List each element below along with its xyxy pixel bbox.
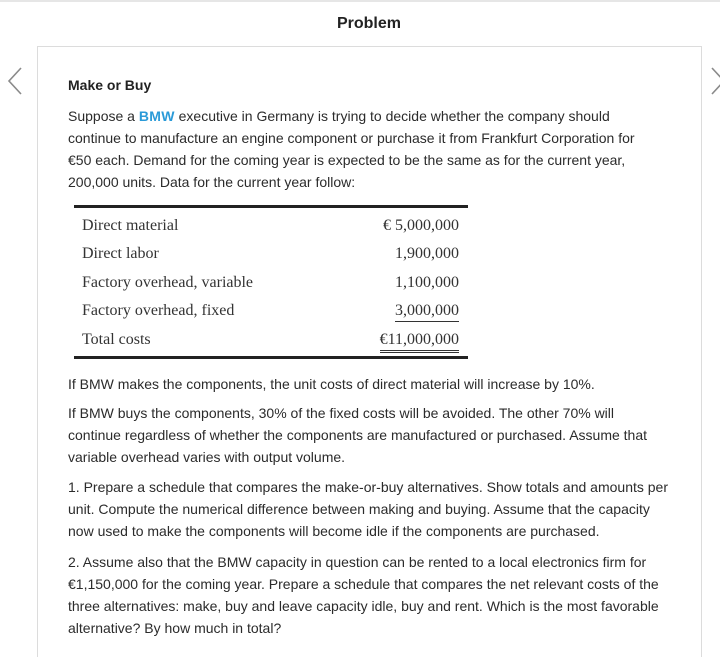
make-assumption-paragraph: If BMW makes the components, the unit costs of direct material will increase by 10%. <box>68 376 595 392</box>
row-amount: €11,000,000 <box>380 331 459 353</box>
row-label: Factory overhead, fixed <box>82 302 235 319</box>
table-row <box>82 302 462 328</box>
row-amount: 1,100,000 <box>395 274 459 291</box>
table-row <box>82 274 462 300</box>
row-amount: € 5,000,000 <box>383 217 459 234</box>
table-row-total <box>82 331 462 357</box>
question-2-paragraph: 2. Assume also that the BMW capacity in question can be rented to a local electronics firm for €1,150,000 for the coming year. Prepare a schedule that compares the net relevant costs of the three alternatives: make, buy and leave capacity idle, buy and rent. Which is the most favorable alternative? By how much in total? <box>68 554 659 636</box>
bmw-brand-link[interactable]: BMW <box>138 108 175 124</box>
row-label: Total costs <box>82 331 151 348</box>
row-label: Direct material <box>82 217 179 234</box>
table-top-rule <box>74 205 468 208</box>
chevron-right-icon <box>708 66 720 96</box>
top-divider <box>0 0 720 2</box>
intro-paragraph <box>68 105 658 193</box>
table-row <box>82 217 462 243</box>
row-label: Direct labor <box>82 245 159 262</box>
previous-button[interactable] <box>5 66 27 96</box>
table-bottom-rule <box>74 356 468 359</box>
question-1-paragraph: 1. Prepare a schedule that compares the make-or-buy alternatives. Show totals and amounts per unit. Compute the numerical difference between making and buying. Assume that the capacity now used to make the components will become idle if the components are purchased. <box>68 479 668 539</box>
row-amount: 1,900,000 <box>395 245 459 262</box>
intro-text-rest: executive in Germany is trying to decide whether the company should continue to manufacture an engine component or purchase it from Frankfurt Corporation for €50 each. Demand for the coming year is expected to be the same as for the current year, 200,000 units. Data for the current year follow: <box>68 108 635 190</box>
problem-heading: Make or Buy <box>68 77 152 93</box>
buy-assumption-paragraph: If BMW buys the components, 30% of the fixed costs will be avoided. The other 70% will continue regardless of whether the components are manufactured or purchased. Assume that variable overhead varies with output volume. <box>68 405 648 465</box>
row-amount: 3,000,000 <box>395 302 459 322</box>
intro-text-start: Suppose a <box>68 108 139 124</box>
problem-card <box>37 46 702 657</box>
page-title: Problem <box>336 15 401 32</box>
table-row <box>82 245 462 271</box>
row-label: Factory overhead, variable <box>82 274 254 291</box>
next-button[interactable] <box>708 66 720 96</box>
chevron-left-icon <box>5 66 27 96</box>
